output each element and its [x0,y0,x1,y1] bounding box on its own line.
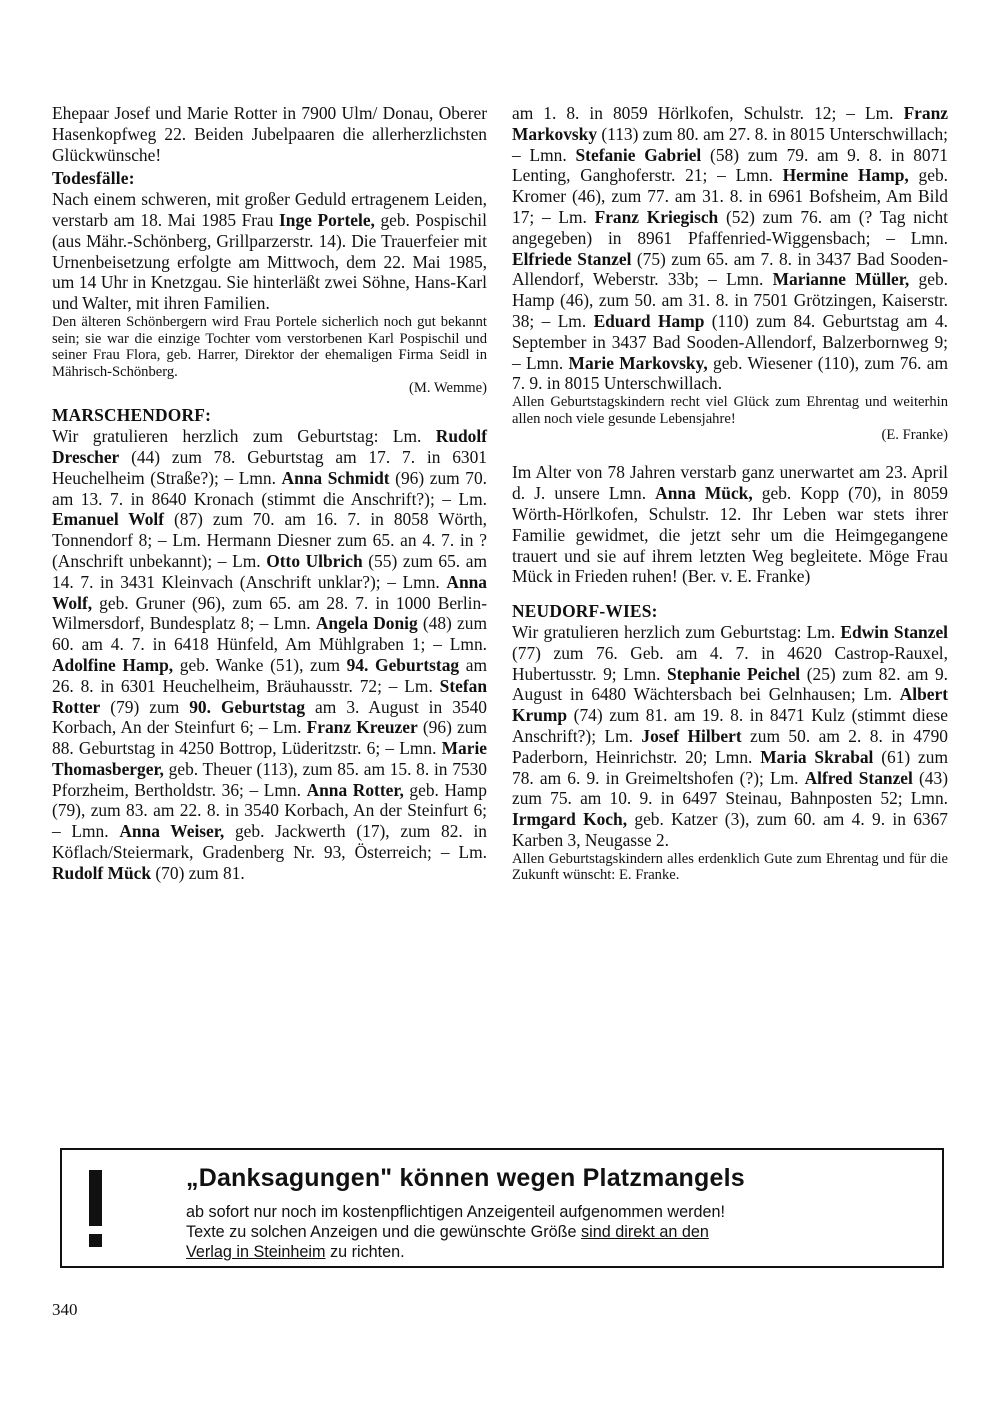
marschendorf-wishes: Allen Geburtstagskindern recht viel Glück zum Ehrentag und weiterhin allen noch viele gesunde Lebensjahre! [512,394,948,427]
marschendorf-birthdays-continued: am 1. 8. in 8059 Hörlkofen, Schulstr. 12; – Lm. Franz Markovsky (113) zum 80. am 27. 8. in 8015 Unterschwillach; – Lmn. Stefanie Gabriel (58) zum 79. am 9. 8. in 8071 Lenting, Ganghoferstr. 21; – Lmn. Hermine Hamp, geb. Kromer (46), zum 77. am 31. 8. in 6961 Bofsheim, Am Bild 17; – Lm. Franz Kriegisch (52) zum 76. am (? Tag nicht angegeben) in 8961 Pfaffenried-Wiggensbach; – Lmn. Elfriede Stanzel (75) zum 65. am 7. 8. in 3437 Bad Sooden-Allendorf, Weberstr. 33b; – Lmn. Marianne Müller, geb. Hamp (46), zum 50. am 31. 8. in 7501 Grötzingen, Kaiserstr. 38; – Lm. Eduard Hamp (110) zum 84. Geburtstag am 4. September in 3437 Bad Sooden-Allendorf, Balzerbornweg 9; – Lmn. Marie Markovsky, geb. Wiesener (110), zum 76. am 7. 9. in 8015 Unterschwillach. [512,103,949,394]
notice-line-2: Texte zu solchen Anzeigen und die gewünschte Größe sind direkt an den [186,1223,709,1241]
right-column [512,103,948,884]
left-column [52,103,487,884]
marschendorf-signature: (E. Franke) [881,427,948,444]
neudorf-wishes: Allen Geburtstagskindern alles erdenklich Gute zum Ehrentag und für die Zukunft wünscht: E. Franke. [512,850,948,884]
death-notice-paragraph: Nach einem schweren, mit großer Geduld ertragenem Leiden, verstarb am 18. Mai 1985 Frau Inge Portele, geb. Pospischil (aus Mähr.-Schönberg, Grillparzerstr. 14). Die Trauerfeier mit Urnenbeisetzung erfolgte am Mittwoch, dem 22. Mai 1985, um 14 Uhr in Knetzgau. Sie hinterläßt zwei Söhne, Hans-Karl und Walter, mit ihren Familien. [52,189,487,314]
neudorf-heading: NEUDORF-WIES: [512,601,658,622]
exclamation-icon [84,1170,108,1250]
page-number: 340 [52,1300,78,1319]
obituary-paragraph: Im Alter von 78 Jahren verstarb ganz unerwartet am 23. April d. J. unsere Lmn. Anna Mück, geb. Kopp (70), in 8059 Wörth-Hörlkofen, Schulstr. 12. Ihr Leben war stets ihrer Familie gewidmet, die jetzt sehr um die Heimgegangene trauert und sie auf ihrem letzten Weg begleitete. Möge Frau Mück in Frieden ruhen! (Ber. v. E. Franke) [512,462,948,587]
notice-title: „Danksagungen" können wegen Platzmangels [186,1164,745,1192]
intro-paragraph: Ehepaar Josef und Marie Rotter in 7900 Ulm/ Donau, Oberer Hasenkopfweg 22. Beiden Jubelpaaren die allerherzlichsten Glückwünsche! [52,103,487,165]
deaths-heading: Todesfälle: [52,168,135,189]
death-signature: (M. Wemme) [409,380,487,397]
marschendorf-birthdays: Wir gratulieren herzlich zum Geburtstag: Lm. Rudolf Drescher (44) zum 78. Geburtstag am 17. 7. in 6301 Heuchelheim (Straße?); – Lmn. Anna Schmidt (96) zum 70. am 13. 7. in 8640 Kronach (stimmt die Anschrift?); – Lm. Emanuel Wolf (87) zum 70. am 16. 7. in 8058 Wörth, Tonnendorf 8; – Lm. Hermann Diesner zum 65. an 4. 7. in ? (Anschrift unbekannt); – Lm. Otto Ulbrich (55) zum 65. am 14. 7. in 3431 Kleinvach (Anschrift unklar?); – Lmn. Anna Wolf, geb. Gruner (96), zum 65. am 28. 7. in 1000 Berlin-Wilmersdorf, Bundesplatz 8; – Lmn. Angela Donig (48) zum 60. am 4. 7. in 6418 Hünfeld, Am Mühlgraben 1; – Lmn. Adolfine Hamp, geb. Wanke (51), zum 94. Geburtstag am 26. 8. in 6301 Heuchelheim, Bräuhausstr. 72; – Lm. Stefan Rotter (79) zum 90. Geburtstag am 3. August in 3540 Korbach, An der Steinfurt 6; – Lm. Franz Kreuzer (96) zum 88. Geburtstag in 4250 Bottrop, Lüderitzstr. 6; – Lmn. Marie Thomasberger, geb. Theuer (113), zum 85. am 15. 8. in 7530 Pforzheim, Bertholdstr. 36; – Lmn. Anna Rotter, geb. Hamp (79), zum 83. am 22. 8. in 3540 Korbach, An der Steinfurt 6; – Lmn. Anna Weiser, geb. Jackwerth (17), zum 82. in Köflach/Steiermark, Gradenberg Nr. 93, Österreich; – Lm. Rudolf Mück (70) zum 81. [52,426,488,883]
deceased-name: Inge Portele, [279,209,375,230]
neudorf-birthdays: Wir gratulieren herzlich zum Geburtstag: Lm. Edwin Stanzel (77) zum 76. Geb. am 4. 7. in 4620 Castrop-Rauxel, Hubertusstr. 9; Lmn. Stephanie Peichel (25) zum 82. am 9. August in 6480 Wächtersbach bei Gelnhausen; Lm. Albert Krump (74) zum 81. am 19. 8. in 8471 Kulz (stimmt diese Anschrift?); Lm. Josef Hilbert zum 50. am 2. 8. in 4790 Paderborn, Heinrichstr. 20; Lmn. Maria Skrabal (61) zum 78. am 6. 9. in Greimeltshofen (?); Lm. Alfred Stanzel (43) zum 75. am 10. 9. in 6497 Steinau, Bahnposten 52; Lmn. Irmgard Koch, geb. Katzer (3), zum 60. am 4. 9. in 6367 Karben 3, Neugasse 2. [512,621,948,850]
notice-body [186,1202,886,1262]
notice-line-1: ab sofort nur noch im kostenpflichtigen Anzeigenteil aufgenommen werden! [186,1203,726,1221]
death-note: Den älteren Schönbergern wird Frau Portele sicherlich noch gut bekannt sein; sie war die einzige Tochter vom verstorbenen Karl Pospischil und seiner Frau Flora, geb. Harrer, Direktor der ehemaligen Firma Seidl in Mährisch-Schönberg. [52,313,487,380]
marschendorf-heading: MARSCHENDORF: [52,405,212,426]
notice-box [60,1148,944,1268]
notice-line-3: Verlag in Steinheim zu richten. [186,1243,405,1261]
obituary-name: Anna Mück, [655,483,753,504]
